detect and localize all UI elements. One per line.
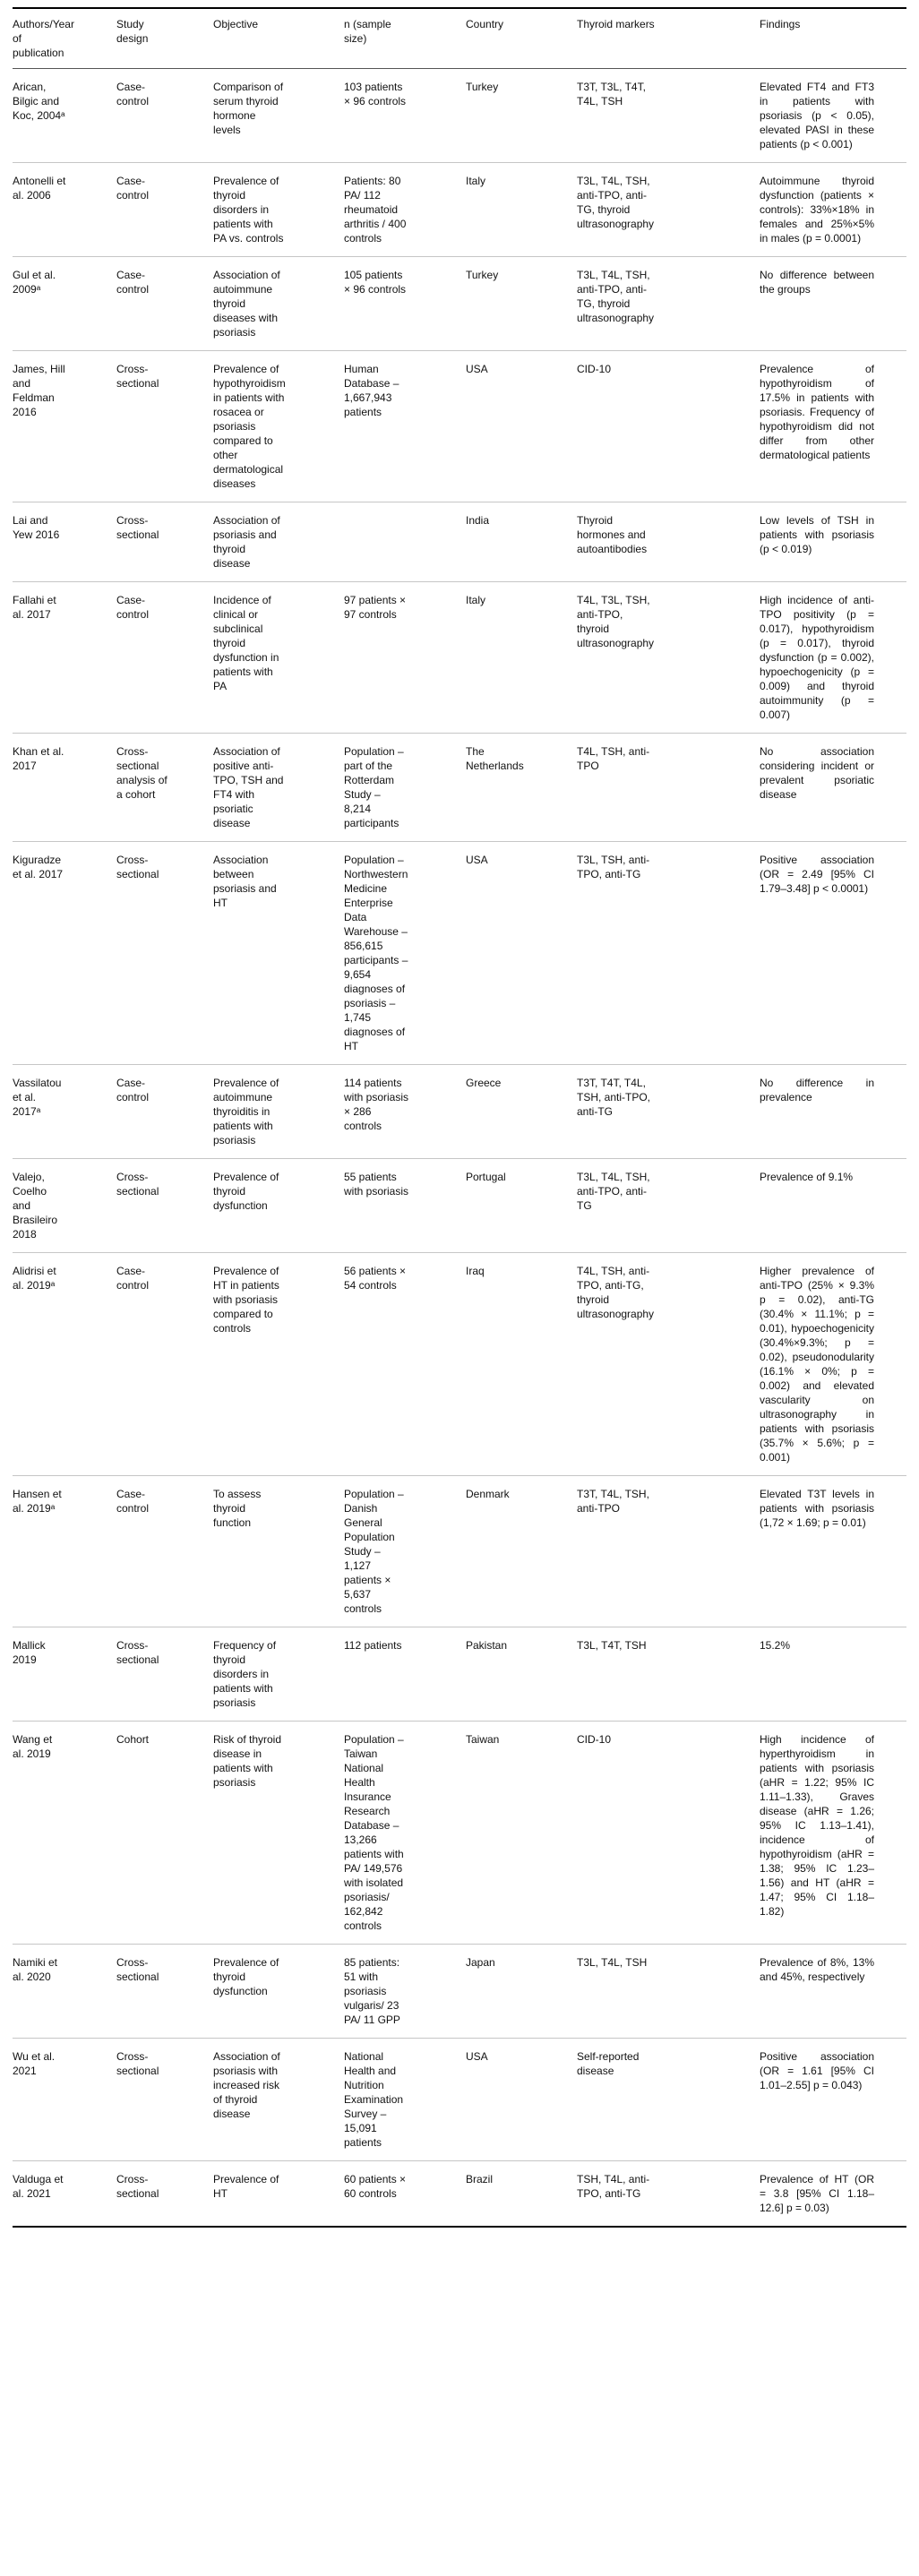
cell-sample xyxy=(344,2039,466,2161)
table-row xyxy=(13,1945,906,2039)
cell-country xyxy=(466,69,577,163)
cell-text-findings: Prevalence of HT (OR = 3.8 [95% CI 1.18–12.6] p = 0.03) xyxy=(760,2173,874,2214)
cell-authors xyxy=(13,1253,116,1476)
cell-text-markers: T3T, T4L, TSH, anti-TPO xyxy=(577,1488,649,1515)
cell-text-objective: Association of psoriasis with increased risk of thyroid disease xyxy=(213,2050,280,2120)
cell-text-markers: T3L, TSH, anti-TPO, anti-TG xyxy=(577,854,650,880)
cell-text-markers: Thyroid hormones and autoantibodies xyxy=(577,514,648,555)
cell-objective xyxy=(213,69,344,163)
table-row xyxy=(13,1253,906,1476)
column-header-findings xyxy=(760,8,906,69)
cell-objective xyxy=(213,163,344,257)
cell-objective xyxy=(213,582,344,734)
cell-text-sample: 97 patients × 97 controls xyxy=(344,594,407,621)
cell-country xyxy=(466,163,577,257)
cell-markers xyxy=(577,2161,760,2228)
cell-text-authors: Vassilatou et al. 2017ᵃ xyxy=(13,1077,62,1118)
cell-text-authors: Kiguradze et al. 2017 xyxy=(13,854,64,880)
cell-findings xyxy=(760,69,906,163)
cell-objective xyxy=(213,1627,344,1722)
cell-text-design: Cross-sectional xyxy=(116,1956,159,1983)
cell-sample xyxy=(344,582,466,734)
cell-text-authors: Alidrisi et al. 2019ᵃ xyxy=(13,1265,56,1292)
cell-country xyxy=(466,257,577,351)
cell-text-country: The Netherlands xyxy=(466,745,524,772)
cell-sample xyxy=(344,1476,466,1627)
cell-objective xyxy=(213,257,344,351)
cell-markers xyxy=(577,2039,760,2161)
cell-text-authors: Khan et al. 2017 xyxy=(13,745,64,772)
cell-sample xyxy=(344,69,466,163)
cell-design xyxy=(116,2161,213,2228)
cell-country xyxy=(466,1627,577,1722)
cell-findings xyxy=(760,1159,906,1253)
table-row xyxy=(13,734,906,842)
cell-text-findings: 15.2% xyxy=(760,1639,791,1652)
cell-design xyxy=(116,582,213,734)
cell-sample xyxy=(344,351,466,502)
cell-text-design: Cross-sectional xyxy=(116,854,159,880)
cell-findings xyxy=(760,582,906,734)
table-row xyxy=(13,502,906,582)
table-row xyxy=(13,1159,906,1253)
cell-text-authors: Valduga et al. 2021 xyxy=(13,2173,64,2200)
table-body xyxy=(13,69,906,2228)
cell-text-findings: Elevated T3T levels in patients with psoriasis (1,72 × 1.69; p = 0.01) xyxy=(760,1488,874,1529)
cell-text-design: Case-control xyxy=(116,1077,150,1103)
cell-authors xyxy=(13,1945,116,2039)
cell-text-findings: Elevated FT4 and FT3 in patients with psoriasis (p < 0.05), elevated PASI in these patients (p < 0.001) xyxy=(760,81,874,150)
cell-text-country: Portugal xyxy=(466,1171,506,1183)
cell-text-markers: T4L, TSH, anti-TPO xyxy=(577,745,650,772)
cell-country xyxy=(466,1945,577,2039)
cell-text-findings: Prevalence of 8%, 13% and 45%, respectively xyxy=(760,1956,874,1983)
cell-sample xyxy=(344,1627,466,1722)
cell-markers xyxy=(577,1945,760,2039)
cell-authors xyxy=(13,842,116,1065)
cell-objective xyxy=(213,1476,344,1627)
cell-text-country: Iraq xyxy=(466,1265,485,1277)
cell-sample xyxy=(344,1722,466,1945)
cell-sample xyxy=(344,734,466,842)
table-row xyxy=(13,1476,906,1627)
cell-text-markers: T4L, T3L, TSH, anti-TPO, thyroid ultrasonography xyxy=(577,594,655,649)
cell-markers xyxy=(577,69,760,163)
cell-design xyxy=(116,257,213,351)
cell-objective xyxy=(213,842,344,1065)
table-row xyxy=(13,842,906,1065)
cell-authors xyxy=(13,582,116,734)
cell-country xyxy=(466,1722,577,1945)
cell-text-markers: T3L, T4T, TSH xyxy=(577,1639,647,1652)
cell-objective xyxy=(213,502,344,582)
cell-country xyxy=(466,351,577,502)
cell-country xyxy=(466,2039,577,2161)
cell-authors xyxy=(13,69,116,163)
cell-text-sample: Population – Northwestern Medicine Enterprise Data Warehouse – 856,615 participants – 9,654 diagnoses of psoriasis – 1,745 diagnoses of HT xyxy=(344,854,408,1052)
column-header-objective xyxy=(213,8,344,69)
cell-text-country: Denmark xyxy=(466,1488,510,1500)
cell-text-authors: Wu et al. 2021 xyxy=(13,2050,56,2077)
cell-authors xyxy=(13,351,116,502)
cell-text-country: Turkey xyxy=(466,269,499,281)
cell-text-objective: Prevalence of thyroid dysfunction xyxy=(213,1956,279,1997)
cell-text-sample: 105 patients × 96 controls xyxy=(344,269,407,296)
cell-sample xyxy=(344,257,466,351)
cell-text-objective: Prevalence of autoimmune thyroiditis in patients with psoriasis xyxy=(213,1077,279,1146)
cell-text-objective: Prevalence of HT in patients with psoriasis compared to controls xyxy=(213,1265,279,1335)
table-head xyxy=(13,8,906,69)
cell-findings xyxy=(760,1065,906,1159)
cell-text-design: Cross-sectional xyxy=(116,363,159,390)
cell-markers xyxy=(577,582,760,734)
cell-text-objective: Association of psoriasis and thyroid disease xyxy=(213,514,280,570)
column-header-label: Findings xyxy=(760,18,801,30)
cell-markers xyxy=(577,1722,760,1945)
cell-text-findings: Prevalence of 9.1% xyxy=(760,1171,854,1183)
cell-markers xyxy=(577,163,760,257)
cell-objective xyxy=(213,734,344,842)
cell-markers xyxy=(577,842,760,1065)
cell-text-objective: Prevalence of thyroid dysfunction xyxy=(213,1171,279,1212)
cell-text-findings: High incidence of anti-TPO positivity (p = 0.017), hypothyroidism (p = 0.017), thyroid dysfunction (p = 0.002), hypoechogenicity (p = 0.009) and thyroid autoimmunity (p = 0.007) xyxy=(760,594,874,721)
cell-text-design: Cohort xyxy=(116,1733,150,1746)
cell-country xyxy=(466,842,577,1065)
cell-design xyxy=(116,734,213,842)
cell-text-markers: CID-10 xyxy=(577,1733,612,1746)
cell-text-authors: Wang et al. 2019 xyxy=(13,1733,53,1760)
cell-text-findings: Positive association (OR = 1.61 [95% CI 1.01–2.55] p = 0.043) xyxy=(760,2050,874,2091)
cell-findings xyxy=(760,1476,906,1627)
table-row xyxy=(13,1065,906,1159)
cell-text-markers: T3T, T3L, T4T, T4L, TSH xyxy=(577,81,646,107)
cell-sample xyxy=(344,1159,466,1253)
cell-authors xyxy=(13,1722,116,1945)
cell-text-country: Brazil xyxy=(466,2173,494,2185)
cell-markers xyxy=(577,502,760,582)
cell-design xyxy=(116,351,213,502)
cell-findings xyxy=(760,502,906,582)
column-header-country xyxy=(466,8,577,69)
cell-text-objective: To assess thyroid function xyxy=(213,1488,262,1529)
cell-text-design: Cross-sectional xyxy=(116,1639,159,1666)
cell-design xyxy=(116,1945,213,2039)
cell-text-country: Taiwan xyxy=(466,1733,500,1746)
cell-text-design: Cross-sectional xyxy=(116,2050,159,2077)
cell-text-design: Cross-sectional xyxy=(116,1171,159,1198)
cell-text-findings: Positive association (OR = 2.49 [95% CI 1.79–3.48] p < 0.0001) xyxy=(760,854,874,895)
cell-design xyxy=(116,2039,213,2161)
cell-objective xyxy=(213,1159,344,1253)
cell-objective xyxy=(213,1253,344,1476)
cell-authors xyxy=(13,502,116,582)
column-header-authors xyxy=(13,8,116,69)
cell-findings xyxy=(760,2161,906,2228)
column-header-design xyxy=(116,8,213,69)
cell-markers xyxy=(577,1253,760,1476)
cell-text-design: Cross-sectional analysis of a cohort xyxy=(116,745,167,801)
cell-markers xyxy=(577,1159,760,1253)
cell-text-markers: T3T, T4T, T4L, TSH, anti-TPO, anti-TG xyxy=(577,1077,651,1118)
cell-text-authors: Valejo, Coelho and Brasileiro 2018 xyxy=(13,1171,58,1241)
cell-text-authors: Antonelli et al. 2006 xyxy=(13,175,66,202)
cell-text-country: India xyxy=(466,514,490,527)
cell-findings xyxy=(760,842,906,1065)
cell-country xyxy=(466,2161,577,2228)
cell-sample xyxy=(344,2161,466,2228)
cell-text-sample: Human Database – 1,667,943 patients xyxy=(344,363,399,418)
cell-text-markers: T3L, T4L, TSH xyxy=(577,1956,648,1969)
cell-text-design: Case-control xyxy=(116,1488,150,1515)
cell-text-sample: Population – part of the Rotterdam Study – 8,214 participants xyxy=(344,745,404,829)
cell-country xyxy=(466,1253,577,1476)
cell-markers xyxy=(577,1476,760,1627)
table-header-row xyxy=(13,8,906,69)
cell-text-design: Case-control xyxy=(116,81,150,107)
column-header-label: Country xyxy=(466,18,504,30)
cell-design xyxy=(116,502,213,582)
table-row xyxy=(13,582,906,734)
cell-text-findings: No difference between the groups xyxy=(760,269,874,296)
cell-text-country: Italy xyxy=(466,594,486,606)
cell-markers xyxy=(577,351,760,502)
cell-country xyxy=(466,1159,577,1253)
cell-sample xyxy=(344,502,466,582)
cell-sample xyxy=(344,1945,466,2039)
cell-country xyxy=(466,1476,577,1627)
column-header-markers xyxy=(577,8,760,69)
cell-design xyxy=(116,1476,213,1627)
cell-authors xyxy=(13,734,116,842)
cell-text-country: Japan xyxy=(466,1956,495,1969)
cell-findings xyxy=(760,1253,906,1476)
cell-design xyxy=(116,1722,213,1945)
studies-table xyxy=(13,7,906,2228)
cell-text-markers: Self-reported disease xyxy=(577,2050,640,2077)
cell-design xyxy=(116,1627,213,1722)
cell-text-markers: T4L, TSH, anti-TPO, anti-TG, thyroid ultrasonography xyxy=(577,1265,655,1320)
cell-text-sample: National Health and Nutrition Examination Survey – 15,091 patients xyxy=(344,2050,404,2149)
cell-design xyxy=(116,1159,213,1253)
cell-text-authors: James, Hill and Feldman 2016 xyxy=(13,363,65,418)
cell-text-markers: T3L, T4L, TSH, anti-TPO, anti-TG xyxy=(577,1171,650,1212)
cell-objective xyxy=(213,2039,344,2161)
table-row xyxy=(13,69,906,163)
cell-markers xyxy=(577,734,760,842)
cell-markers xyxy=(577,1065,760,1159)
cell-text-findings: Higher prevalence of anti-TPO (25% × 9.3% p = 0.02), anti-TG (30.4% × 11.1%; p = 0.01), hypoechogenicity (30.4%×9.3%; p = 0.02), pseudonodularity (16.1% × 0%; p = 0.002) and elevated vascularity on ultrasonography in patients with psoriasis (35.7% × 5.6%; p = 0.001) xyxy=(760,1265,874,1464)
cell-text-country: USA xyxy=(466,854,488,866)
cell-text-findings: No association considering incident or prevalent psoriatic disease xyxy=(760,745,874,801)
cell-country xyxy=(466,502,577,582)
cell-findings xyxy=(760,1627,906,1722)
cell-text-findings: High incidence of hyperthyroidism in patients with psoriasis (aHR = 1.22; 95% IC 1.11–1.33), Graves disease (aHR = 1.26; 95% IC 1.13–1.41), incidence of hypothyroidism (aHR = 1.38; 95% IC 1.23–1.56) and HT (aHR = 1.47; 95% CI 1.18–1.82) xyxy=(760,1733,874,1918)
cell-country xyxy=(466,734,577,842)
table-row xyxy=(13,163,906,257)
cell-text-sample: 56 patients × 54 controls xyxy=(344,1265,407,1292)
cell-text-authors: Hansen et al. 2019ᵃ xyxy=(13,1488,62,1515)
cell-country xyxy=(466,582,577,734)
cell-text-objective: Association of autoimmune thyroid diseases with psoriasis xyxy=(213,269,280,339)
cell-text-sample: 85 patients: 51 with psoriasis vulgaris/ 23 PA/ 11 GPP xyxy=(344,1956,400,2026)
cell-text-findings: No difference in prevalence xyxy=(760,1077,874,1103)
column-header-label: Authors/Year of publication xyxy=(13,18,74,59)
cell-text-sample: 103 patients × 96 controls xyxy=(344,81,407,107)
cell-findings xyxy=(760,1945,906,2039)
cell-findings xyxy=(760,351,906,502)
column-header-label: Objective xyxy=(213,18,259,30)
cell-text-authors: Mallick 2019 xyxy=(13,1639,46,1666)
cell-text-sample: 114 patients with psoriasis × 286 controls xyxy=(344,1077,409,1132)
table-row xyxy=(13,2161,906,2228)
cell-authors xyxy=(13,257,116,351)
cell-objective xyxy=(213,1722,344,1945)
cell-text-objective: Frequency of thyroid disorders in patients with psoriasis xyxy=(213,1639,277,1709)
cell-text-objective: Association of positive anti-TPO, TSH and FT4 with psoriatic disease xyxy=(213,745,284,829)
cell-objective xyxy=(213,2161,344,2228)
cell-authors xyxy=(13,2039,116,2161)
cell-text-objective: Incidence of clinical or subclinical thyroid dysfunction in patients with PA xyxy=(213,594,279,692)
table-row xyxy=(13,1722,906,1945)
cell-text-markers: TSH, T4L, anti-TPO, anti-TG xyxy=(577,2173,650,2200)
table-row xyxy=(13,257,906,351)
cell-text-design: Case-control xyxy=(116,175,150,202)
cell-text-sample: Population – Taiwan National Health Insurance Research Database – 13,266 patients with PA/ 149,576 with isolated psoriasis/ 162,842 controls xyxy=(344,1733,404,1932)
table-row xyxy=(13,2039,906,2161)
cell-sample xyxy=(344,1253,466,1476)
cell-authors xyxy=(13,1065,116,1159)
cell-design xyxy=(116,69,213,163)
cell-design xyxy=(116,842,213,1065)
cell-sample xyxy=(344,1065,466,1159)
cell-text-country: USA xyxy=(466,363,488,375)
cell-markers xyxy=(577,1627,760,1722)
cell-text-objective: Risk of thyroid disease in patients with psoriasis xyxy=(213,1733,282,1789)
cell-text-authors: Namiki et al. 2020 xyxy=(13,1956,58,1983)
cell-authors xyxy=(13,1159,116,1253)
cell-text-country: USA xyxy=(466,2050,488,2063)
cell-text-sample: Patients: 80 PA/ 112 rheumatoid arthritis / 400 controls xyxy=(344,175,407,245)
cell-objective xyxy=(213,1065,344,1159)
cell-text-authors: Arican, Bilgic and Koc, 2004ᵃ xyxy=(13,81,65,122)
cell-findings xyxy=(760,2039,906,2161)
cell-text-sample: 60 patients × 60 controls xyxy=(344,2173,407,2200)
cell-text-findings: Prevalence of hypothyroidism of 17.5% in patients with psoriasis. Frequency of hypothyroidism did not differ from other dermatological patients xyxy=(760,363,874,461)
cell-text-markers: CID-10 xyxy=(577,363,612,375)
cell-country xyxy=(466,1065,577,1159)
cell-text-objective: Prevalence of thyroid disorders in patients with PA vs. controls xyxy=(213,175,284,245)
cell-design xyxy=(116,163,213,257)
cell-text-objective: Comparison of serum thyroid hormone levels xyxy=(213,81,284,136)
cell-text-country: Italy xyxy=(466,175,486,187)
cell-text-country: Greece xyxy=(466,1077,502,1089)
cell-text-sample: 112 patients xyxy=(344,1639,402,1652)
cell-text-design: Cross-sectional xyxy=(116,514,159,541)
column-header-sample xyxy=(344,8,466,69)
cell-text-authors: Fallahi et al. 2017 xyxy=(13,594,56,621)
table-row xyxy=(13,351,906,502)
cell-sample xyxy=(344,842,466,1065)
cell-text-country: Turkey xyxy=(466,81,499,93)
column-header-label: Thyroid markers xyxy=(577,18,655,30)
cell-text-objective: Association between psoriasis and HT xyxy=(213,854,277,909)
cell-markers xyxy=(577,257,760,351)
cell-text-markers: T3L, T4L, TSH, anti-TPO, anti-TG, thyroid ultrasonography xyxy=(577,269,655,324)
cell-findings xyxy=(760,1722,906,1945)
cell-text-markers: T3L, T4L, TSH, anti-TPO, anti-TG, thyroid ultrasonography xyxy=(577,175,655,230)
cell-objective xyxy=(213,1945,344,2039)
cell-findings xyxy=(760,163,906,257)
cell-text-findings: Autoimmune thyroid dysfunction (patients × controls): 33%×18% in females and 25%×5% in males (p = 0.0001) xyxy=(760,175,874,245)
cell-findings xyxy=(760,257,906,351)
table-row xyxy=(13,1627,906,1722)
cell-text-design: Case-control xyxy=(116,269,150,296)
cell-text-sample: 55 patients with psoriasis xyxy=(344,1171,409,1198)
cell-text-design: Case-control xyxy=(116,594,150,621)
cell-design xyxy=(116,1253,213,1476)
cell-authors xyxy=(13,163,116,257)
cell-authors xyxy=(13,1627,116,1722)
cell-authors xyxy=(13,1476,116,1627)
column-header-label: Study design xyxy=(116,18,149,45)
cell-text-objective: Prevalence of hypothyroidism in patients with rosacea or psoriasis compared to other dermatological diseases xyxy=(213,363,286,490)
cell-authors xyxy=(13,2161,116,2228)
cell-design xyxy=(116,1065,213,1159)
cell-findings xyxy=(760,734,906,842)
cell-text-sample: Population – Danish General Population Study – 1,127 patients × 5,637 controls xyxy=(344,1488,404,1615)
cell-text-authors: Gul et al. 2009ᵃ xyxy=(13,269,56,296)
cell-objective xyxy=(213,351,344,502)
cell-text-design: Case-control xyxy=(116,1265,150,1292)
cell-text-authors: Lai and Yew 2016 xyxy=(13,514,60,541)
column-header-label: n (sample size) xyxy=(344,18,391,45)
cell-text-country: Pakistan xyxy=(466,1639,508,1652)
cell-text-objective: Prevalence of HT xyxy=(213,2173,279,2200)
cell-sample xyxy=(344,163,466,257)
cell-text-findings: Low levels of TSH in patients with psoriasis (p < 0.019) xyxy=(760,514,874,555)
cell-text-design: Cross-sectional xyxy=(116,2173,159,2200)
